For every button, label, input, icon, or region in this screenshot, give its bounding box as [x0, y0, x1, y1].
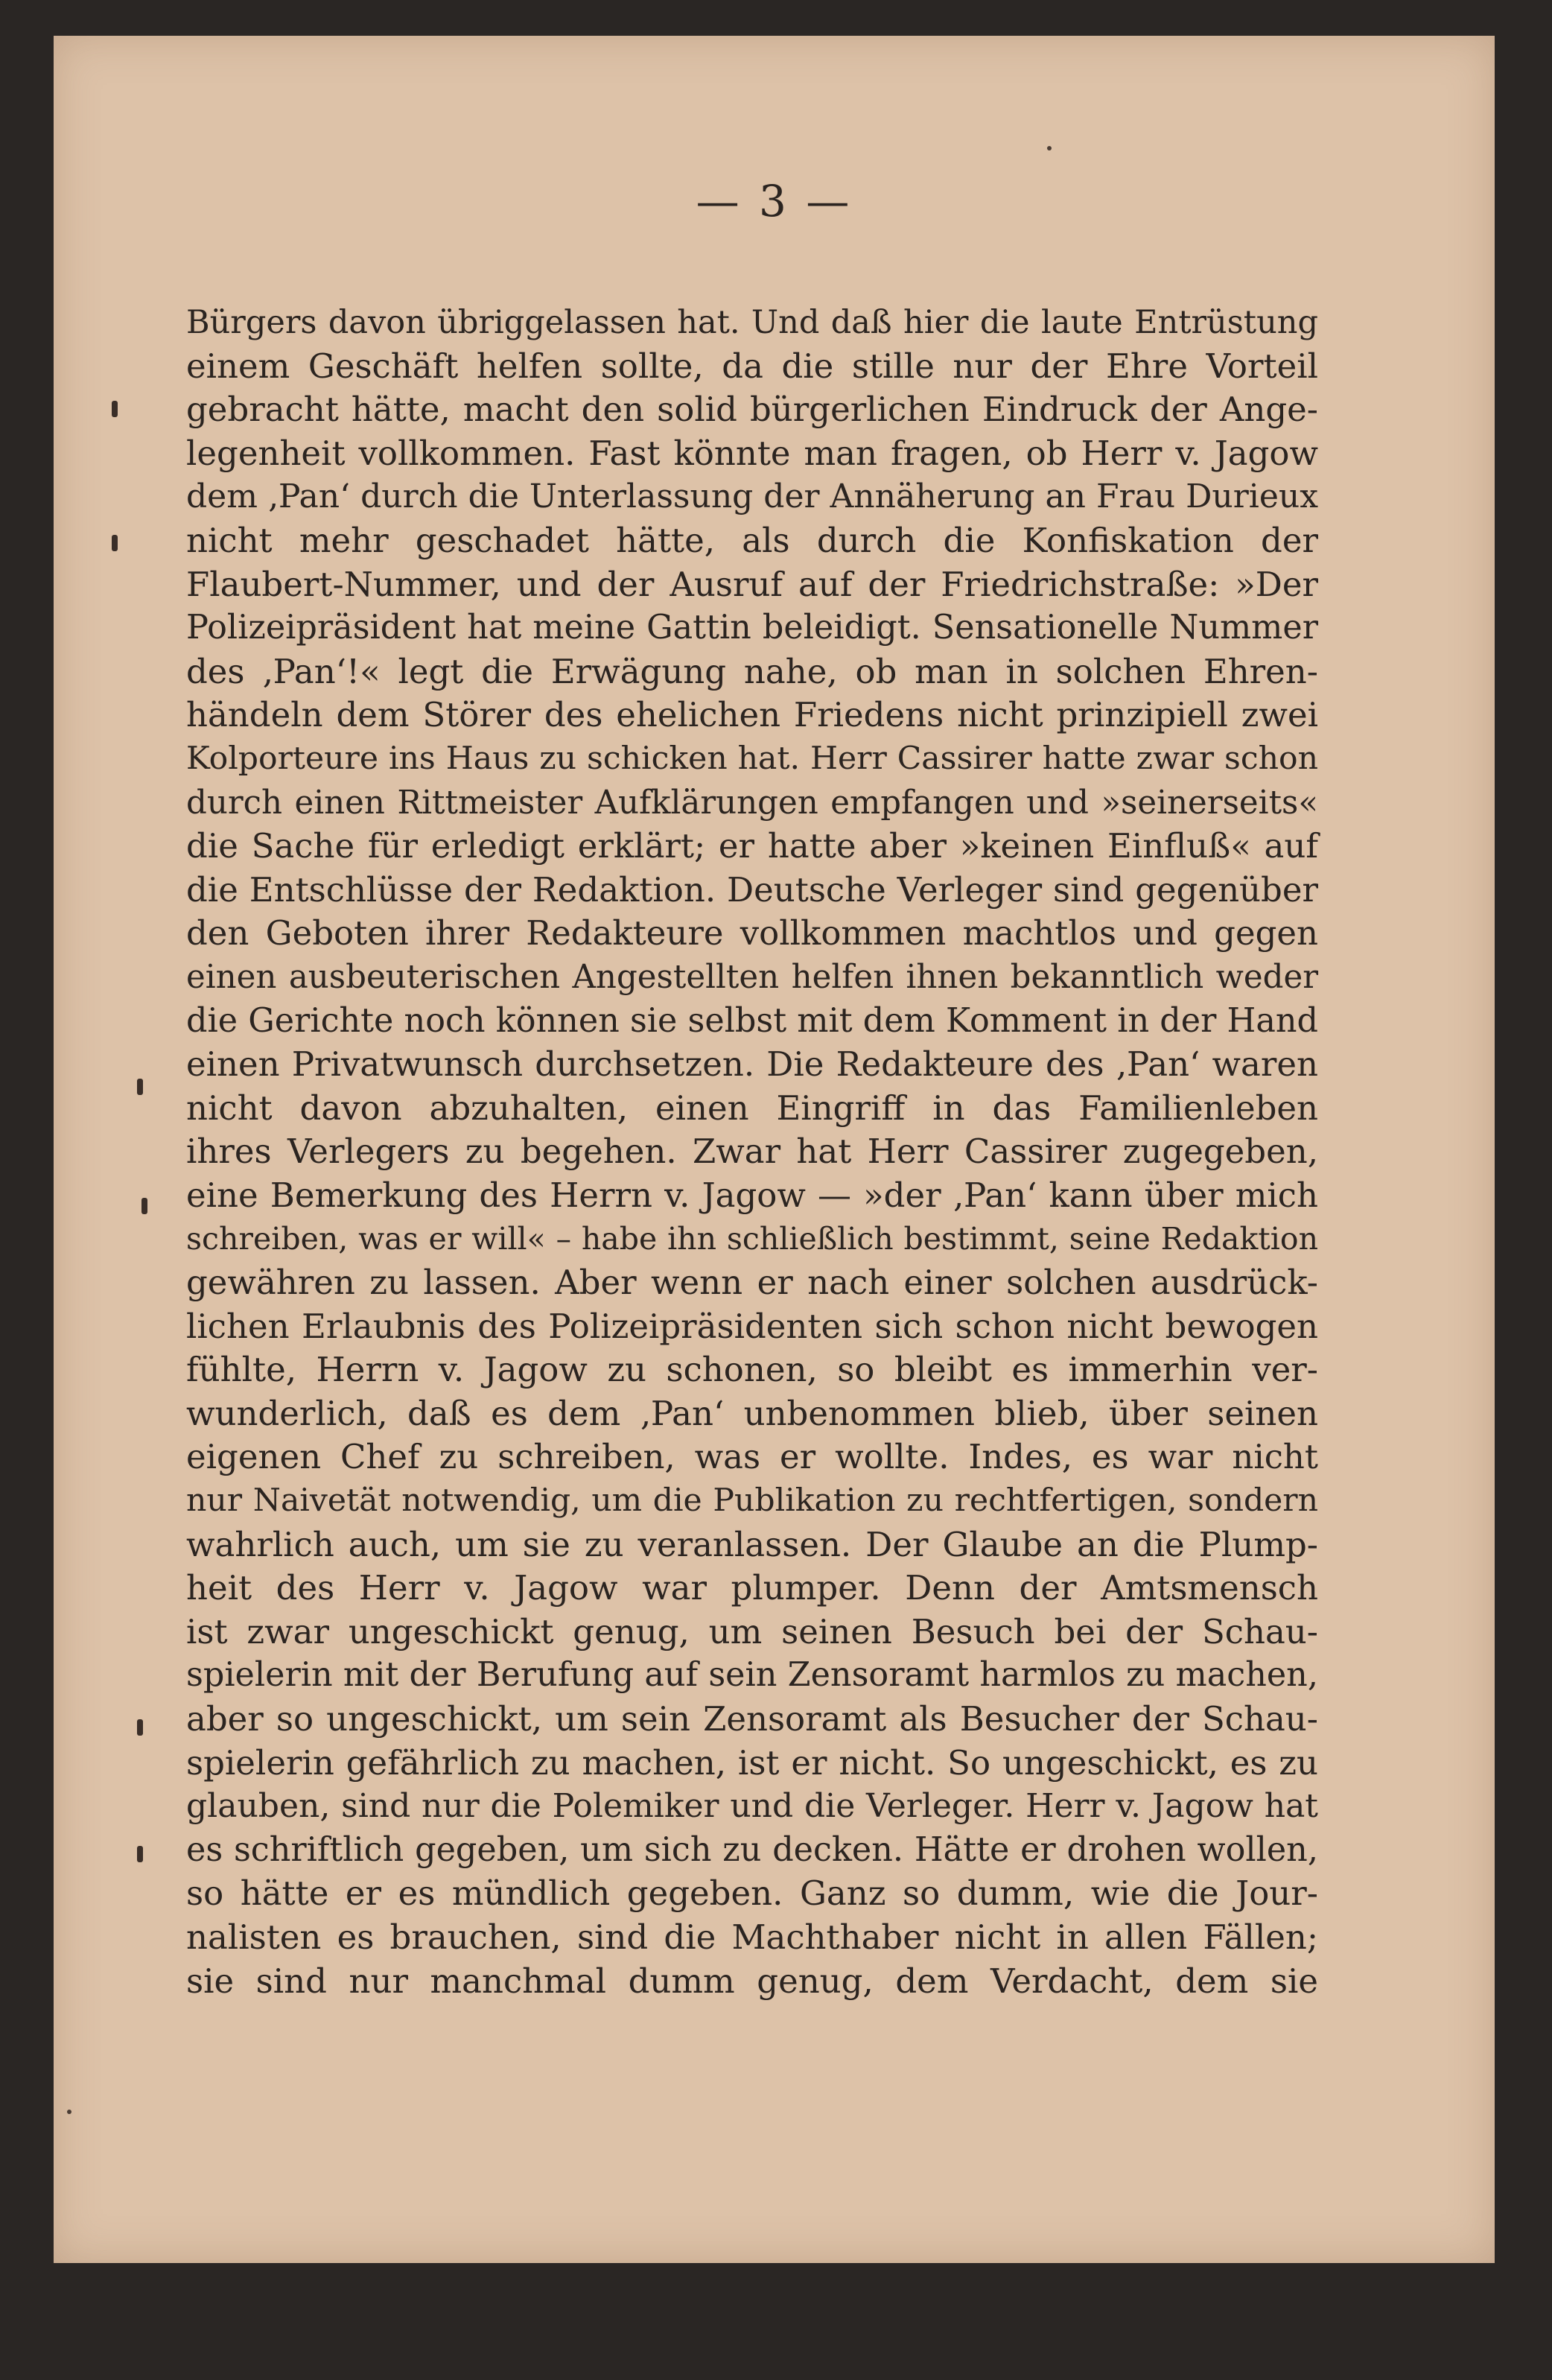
text-line: ihres Verlegers zu begehen. Zwar hat Herr Cassirer zugegeben,: [186, 1132, 1318, 1172]
binding-mark: [137, 1079, 143, 1095]
text-line: einen Privatwunsch durchsetzen. Die Redakteure des ‚Pan‘ waren: [186, 1044, 1318, 1085]
text-line: gebracht hätte, macht den solid bürgerlichen Eindruck der Ange-: [186, 390, 1318, 430]
text-line: spielerin mit der Berufung auf sein Zensoramt harmlos zu machen,: [186, 1656, 1318, 1695]
text-line: Flaubert-Nummer, und der Ausruf auf der Friedrichstraße: »Der: [186, 564, 1318, 604]
text-line: heit des Herr v. Jagow war plumper. Denn der Amtsmensch: [186, 1568, 1318, 1608]
binding-mark: [112, 401, 118, 417]
text-line: einen ausbeuterischen Angestellten helfen ihnen bekanntlich weder: [186, 958, 1318, 996]
text-line: nicht mehr geschadet hätte, als durch die Konfiskation der: [186, 520, 1318, 560]
text-line: Kolporteure ins Haus zu schicken hat. Herr Cassirer hatte zwar schon: [186, 740, 1318, 777]
text-line: Polizeipräsident hat meine Gattin beleidigt. Sensationelle Nummer: [186, 609, 1318, 647]
binding-mark: [137, 1846, 143, 1862]
text-line: sie sind nur manchmal dumm genug, dem Verdacht, dem sie: [186, 1961, 1318, 2001]
text-line: legenheit vollkommen. Fast könnte man fragen, ob Herr v. Jagow: [186, 433, 1318, 473]
text-line: den Geboten ihrer Redakteure vollkommen machtlos und gegen: [186, 913, 1318, 953]
speck: [1047, 146, 1052, 150]
text-line: Bürgers davon übriggelassen hat. Und daß hier die laute Entrüstung: [186, 304, 1318, 341]
text-line: spielerin gefährlich zu machen, ist er nicht. So ungeschickt, es zu: [186, 1742, 1318, 1783]
text-line: wahrlich auch, um sie zu veranlassen. Der Glaube an die Plump-: [186, 1524, 1318, 1564]
text-line: fühlte, Herrn v. Jagow zu schonen, so bleibt es immerhin ver-: [186, 1350, 1318, 1390]
text-line: es schriftlich gegeben, um sich zu decken. Hätte er drohen wollen,: [186, 1830, 1318, 1869]
text-line: einem Geschäft helfen sollte, da die stille nur der Ehre Vorteil: [186, 346, 1318, 386]
text-line: dem ‚Pan‘ durch die Unterlassung der Annäherung an Frau Durieux: [186, 477, 1319, 516]
text-line: schreiben, was er will« – habe ihn schließlich bestimmt, seine Redaktion: [186, 1221, 1318, 1257]
text-line: nur Naivetät notwendig, um die Publikation zu rechtfertigen, sondern: [186, 1482, 1318, 1520]
binding-mark: [137, 1719, 143, 1736]
text-line: die Gerichte noch können sie selbst mit dem Komment in der Hand: [186, 1001, 1318, 1040]
binding-mark: [141, 1198, 147, 1214]
speck: [67, 2110, 71, 2114]
text-line: glauben, sind nur die Polemiker und die Verleger. Herr v. Jagow hat: [186, 1787, 1318, 1826]
text-line: ist zwar ungeschickt genug, um seinen Besuch bei der Schau-: [186, 1611, 1318, 1651]
page-number: — 3 —: [696, 176, 853, 226]
body-text: [186, 301, 1318, 2003]
binding-mark: [112, 535, 118, 551]
text-line: nalisten es brauchen, sind die Machthaber nicht in allen Fällen;: [186, 1917, 1318, 1957]
text-line: gewähren zu lassen. Aber wenn er nach einer solchen ausdrück-: [186, 1263, 1318, 1303]
text-line: händeln dem Störer des ehelichen Friedens nicht prinzipiell zwei: [186, 695, 1318, 735]
text-line: nicht davon abzuhalten, einen Eingriff in das Familienleben: [186, 1088, 1318, 1128]
text-line: so hätte er es mündlich gegeben. Ganz so dumm, wie die Jour-: [186, 1873, 1318, 1914]
text-line: eine Bemerkung des Herrn v. Jagow — »der ‚Pan‘ kann über mich: [186, 1175, 1318, 1215]
text-line: aber so ungeschickt, um sein Zensoramt als Besucher der Schau-: [186, 1699, 1318, 1739]
text-line: lichen Erlaubnis des Polizeipräsidenten sich schon nicht bewogen: [186, 1306, 1318, 1346]
text-line: die Sache für erledigt erklärt; er hatte aber »keinen Einfluß« auf: [186, 826, 1318, 866]
text-line: die Entschlüsse der Redaktion. Deutsche Verleger sind gegenüber: [186, 869, 1318, 910]
text-line: wunderlich, daß es dem ‚Pan‘ unbenommen blieb, über seinen: [186, 1393, 1318, 1433]
text-line: durch einen Rittmeister Aufklärungen empfangen und »seinerseits«: [186, 784, 1318, 822]
book-page: [54, 36, 1495, 2263]
text-line: des ‚Pan‘!« legt die Erwägung nahe, ob man in solchen Ehren-: [186, 651, 1318, 691]
text-line: eigenen Chef zu schreiben, was er wollte. Indes, es war nicht: [186, 1437, 1318, 1477]
